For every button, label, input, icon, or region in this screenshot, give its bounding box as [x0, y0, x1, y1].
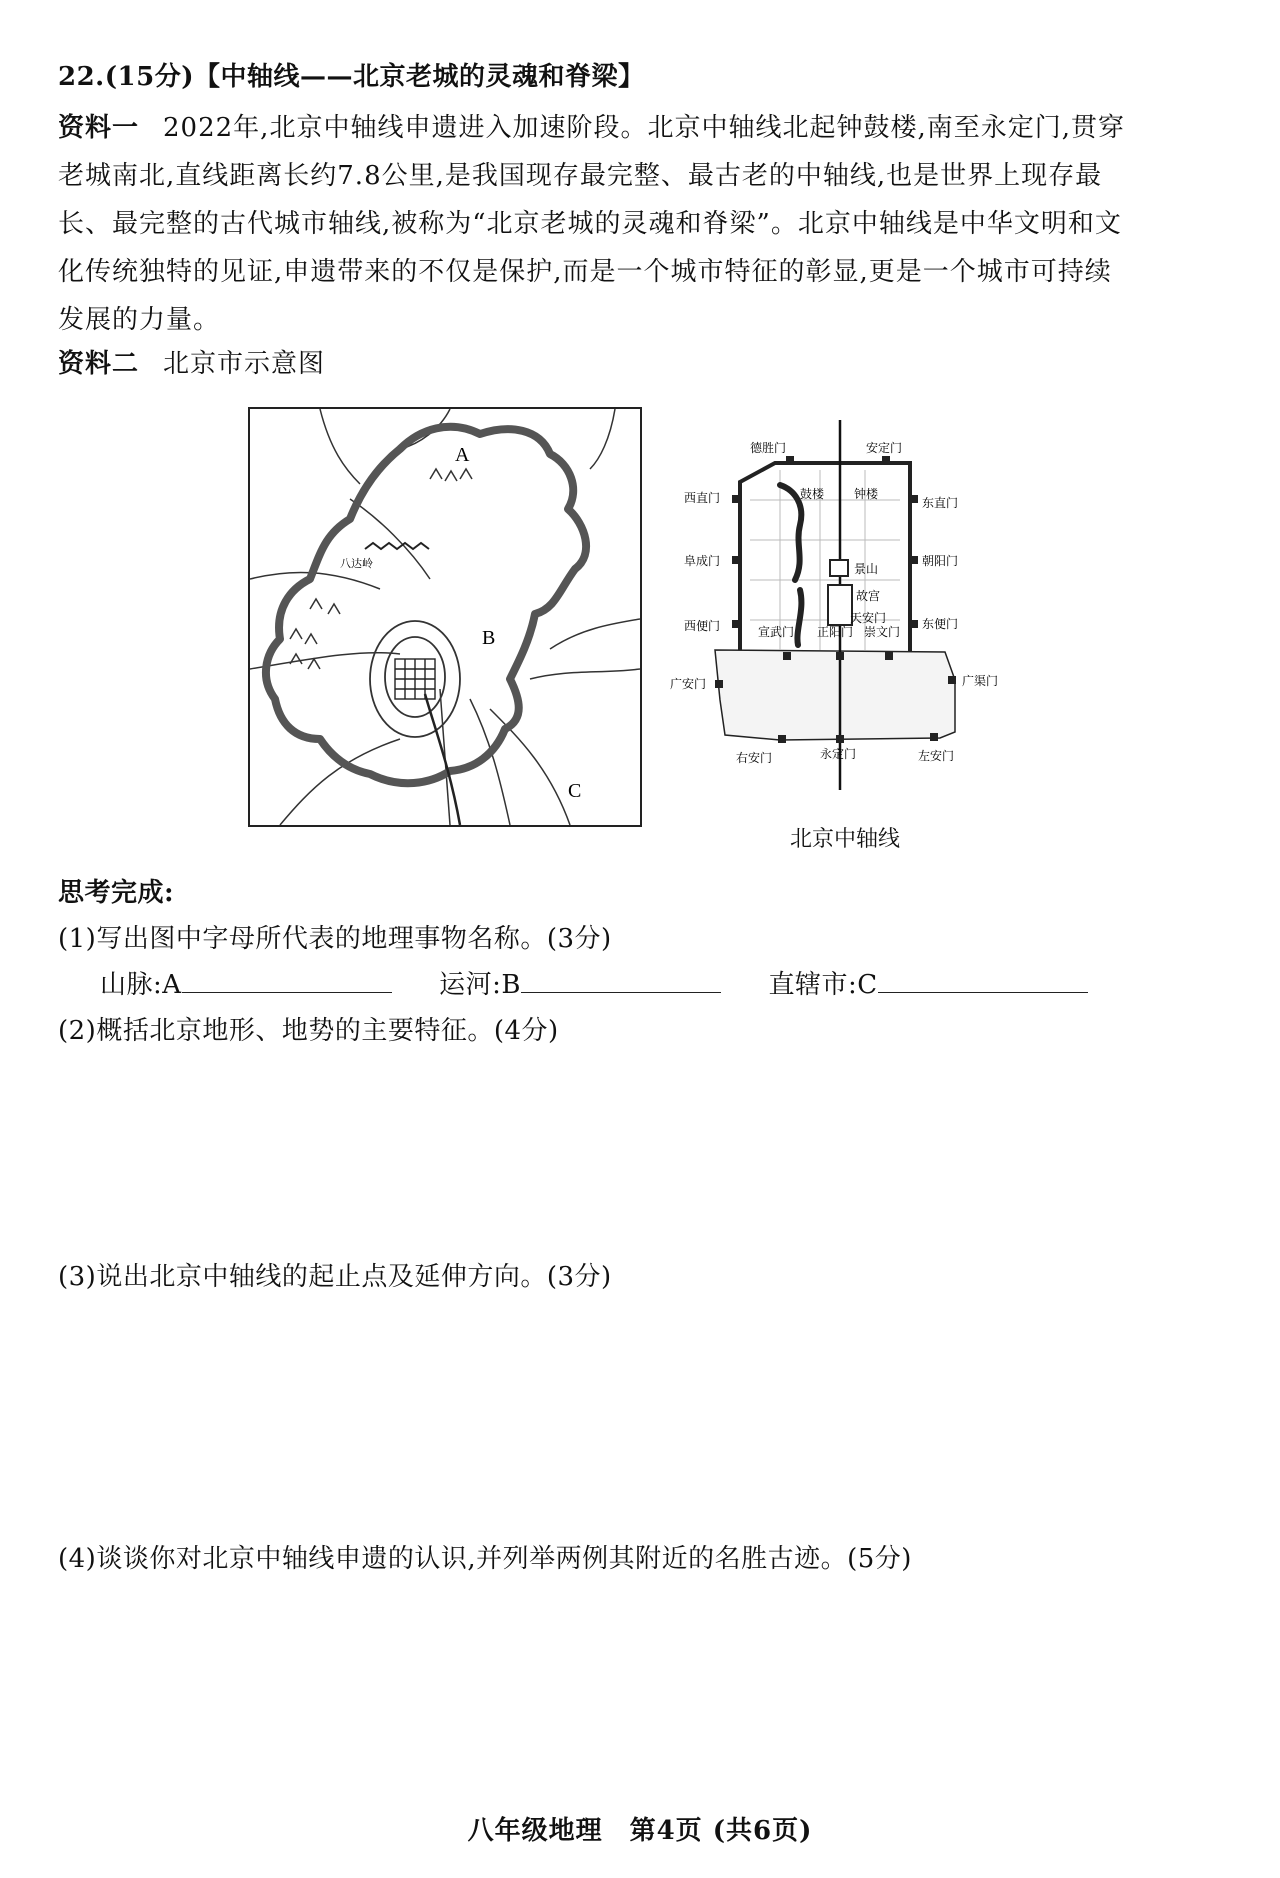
- material-2: [58, 340, 1238, 388]
- beijing-map-drawing: [250, 409, 640, 825]
- gate-dongzhimen: 东直门: [922, 496, 959, 510]
- gate-fuchengmen: 阜成门: [684, 554, 721, 568]
- answer-a-label: 山脉:A: [100, 970, 182, 1000]
- beijing-boundary: [266, 427, 586, 783]
- material-1-line-5: 发展的力量。: [58, 305, 221, 335]
- material-1-line-1: 2022年,北京中轴线申遗进入加速阶段。北京中轴线北起钟鼓楼,南至永定门,贯穿: [163, 113, 1125, 143]
- gate-zhengyangmen: 正阳门: [817, 625, 854, 639]
- material-2-label: 资料二: [58, 349, 140, 379]
- answer-c-label: 直辖市:C: [768, 970, 878, 1000]
- answer-b-blank[interactable]: [521, 970, 721, 993]
- material-1-line-4: 化传统独特的见证,申遗带来的不仅是保护,而是一个城市特征的彰显,更是一个城市可持续: [58, 257, 1112, 287]
- material-1-label: 资料一: [58, 113, 140, 143]
- gate-deshengmen: 德胜门: [750, 441, 787, 455]
- landmark-jingshan: 景山: [854, 562, 879, 576]
- label-c: C: [568, 780, 582, 802]
- question-title: 【中轴线——北京老城的灵魂和脊梁】: [194, 62, 645, 92]
- page-footer: 八年级地理 第4页 (共6页): [467, 1816, 813, 1846]
- badaling-label: 八达岭: [340, 557, 373, 570]
- gate-zuoanmen: 左安门: [918, 749, 955, 763]
- material-1-line-2: 老城南北,直线距离长约7.8公里,是我国现存最完整、最古老的中轴线,也是世界上现存最: [58, 161, 1103, 191]
- gate-chaoyangmen: 朝阳门: [922, 554, 959, 568]
- landmark-tiananmen: 天安门: [850, 611, 887, 625]
- gate-guanganmen: 广安门: [670, 677, 707, 691]
- answer-c-blank[interactable]: [878, 970, 1088, 993]
- landmark-gugong: 故宫: [856, 589, 881, 603]
- question-header: [58, 56, 645, 93]
- gate-guangqumen: 广渠门: [962, 674, 999, 688]
- central-axis-caption: 北京中轴线: [790, 827, 901, 852]
- gate-chongwenmen: 崇文门: [864, 625, 901, 639]
- answer-b-label: 运河:B: [439, 970, 521, 1000]
- gate-youanmen: 右安门: [736, 751, 773, 765]
- answer-a-blank[interactable]: [182, 970, 392, 993]
- central-axis-drawing: [670, 420, 1062, 820]
- outer-city-wall: [715, 650, 955, 740]
- question-1-answers: [100, 964, 1200, 1001]
- question-1: (1)写出图中字母所代表的地理事物名称。(3分): [58, 924, 612, 954]
- material-1: [58, 104, 1238, 344]
- gate-xuanwumen: 宣武门: [758, 625, 795, 639]
- gate-xizhimen: 西直门: [684, 491, 721, 505]
- gate-xibianmen: 西便门: [684, 619, 721, 633]
- gate-yongdingmen: 永定门: [820, 747, 857, 761]
- gate-andingmen: 安定门: [866, 441, 903, 455]
- beijing-map: [248, 407, 642, 827]
- material-2-text: 北京市示意图: [163, 349, 326, 379]
- question-2: (2)概括北京地形、地势的主要特征。(4分): [58, 1016, 559, 1046]
- tasks-heading: 思考完成:: [58, 878, 175, 908]
- landmark-gulou: 鼓楼: [800, 487, 825, 501]
- city-center-grid: [395, 659, 435, 699]
- central-axis-map: [670, 420, 1062, 820]
- material-1-line-3: 长、最完整的古代城市轴线,被称为“北京老城的灵魂和脊梁”。北京中轴线是中华文明和文: [58, 209, 1122, 239]
- question-number: 22.(15分): [58, 62, 195, 92]
- label-b: B: [482, 627, 496, 649]
- gate-dongbianmen: 东便门: [922, 617, 959, 631]
- label-a: A: [455, 444, 470, 466]
- question-3: (3)说出北京中轴线的起止点及延伸方向。(3分): [58, 1262, 612, 1292]
- question-4: (4)谈谈你对北京中轴线申遗的认识,并列举两例其附近的名胜古迹。(5分): [58, 1544, 912, 1574]
- landmark-zhonglou: 钟楼: [854, 487, 879, 501]
